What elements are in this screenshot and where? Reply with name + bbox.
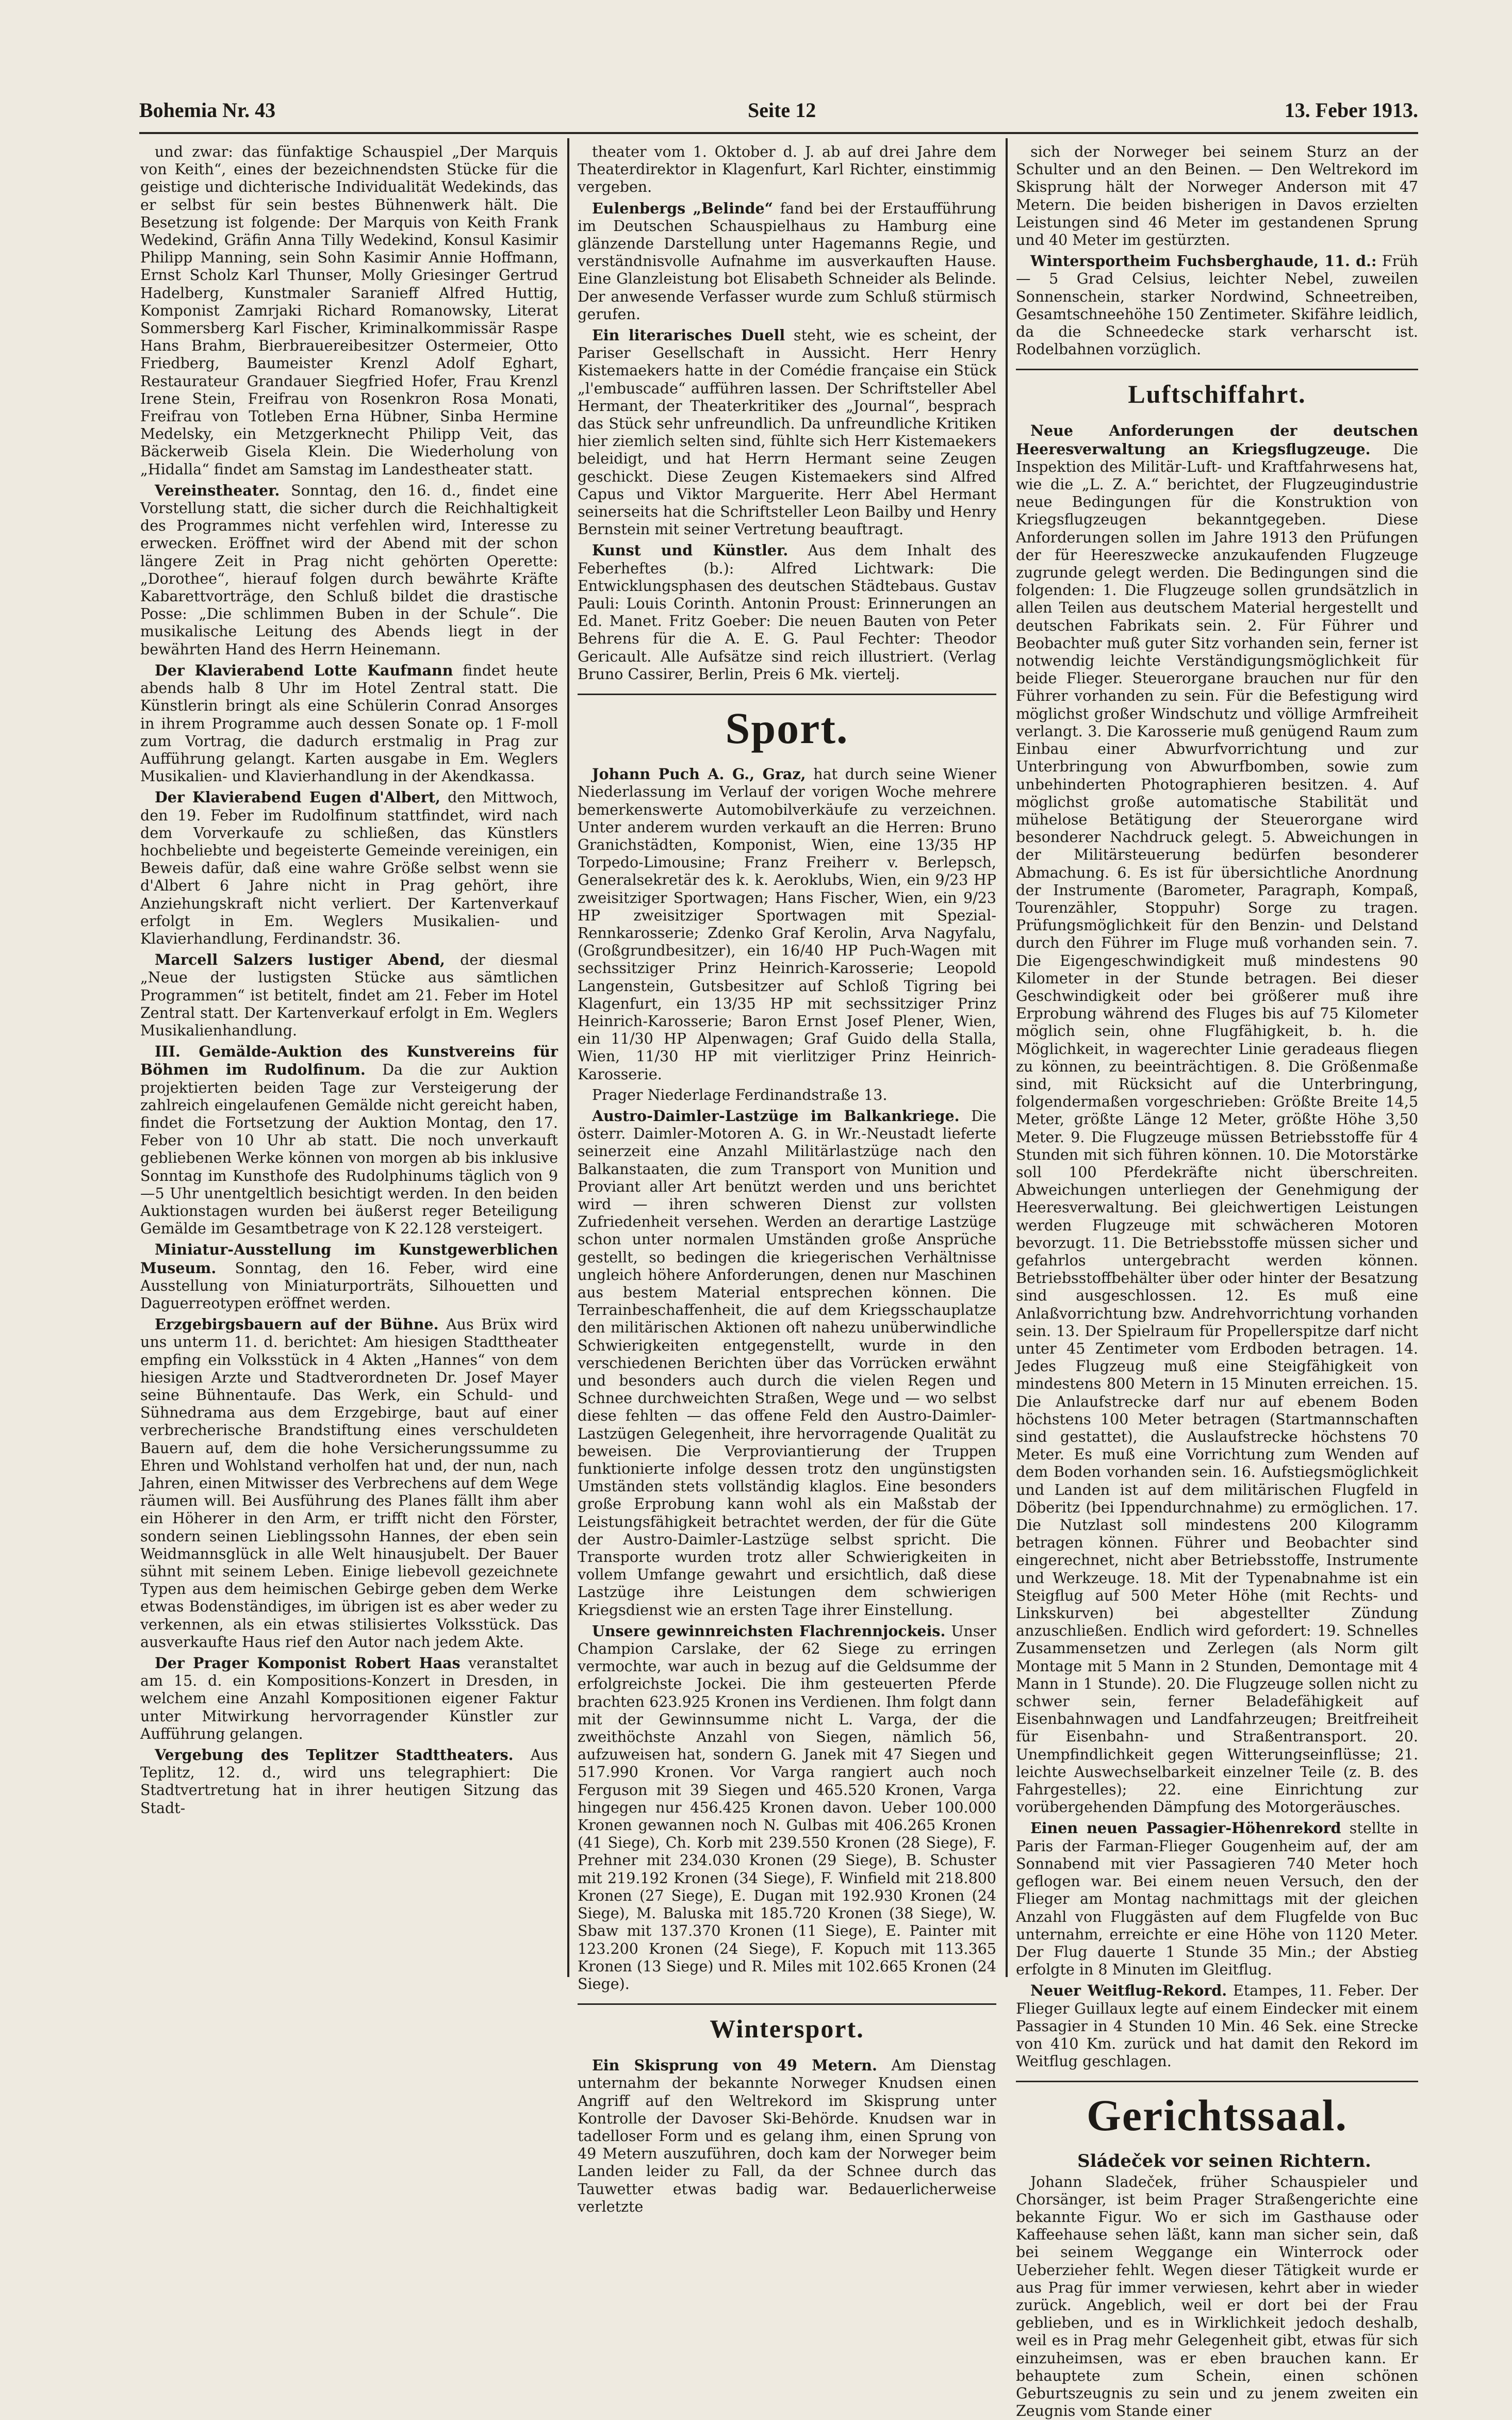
column-3-top [1016, 143, 1418, 358]
article-text: den Mittwoch, den 19. Feber im Rudolfinum stattfindet, wird nach dem Vorverkaufe zu schließen, das Künstlers hochbeliebte und begeisterte Gemeinde vereinigen, ein Beweis dafür, daß eine wahre Größe selbst wenn sie d'Albert 6 Jahre nicht in Prag gehört, ihre Anziehungskraft nicht verliert. Der Kartenverkauf erfolgt in Em. Weglers Musikalien- und Klavierhandlung, Ferdinandstr. 36. [140, 789, 558, 947]
article-text: Aus Teplitz, 12. d., wird uns telegraphiert: Die Stadtvertretung hat in ihrer heutigen Sitzung das Stadt- [140, 1747, 558, 1817]
article-text: veranstaltet am 15. d. ein Kompositions-Konzert in Dresden, in welchem eine Anzahl Kompositionen eigener Faktur unter Mitwirkung hervorragender Künstler zur Aufführung gelangen. [140, 1655, 558, 1742]
article-text: sich der Norweger bei seinem Sturz an der Schulter und an den Beinen. — Den Weltrekord im Skisprung hält der Norweger Anderson mit 47 Metern. Die beiden bisherigen in Davos erzielten Leistungen sind 46 Meter im gestandenen Sprung und 40 Meter im gestürzten. [1016, 143, 1418, 249]
article-paragraph [578, 1622, 996, 1993]
article-lead: Vergebung des Teplitzer Stadttheaters. [155, 1746, 514, 1764]
article-lead: Der Klavierabend Eugen d'Albert, [155, 788, 440, 806]
article-text: theater vom 1. Oktober d. J. ab auf drei Jahre dem Theaterdirektor in Klagenfurt, Karl Richter, einstimmig vergeben. [578, 143, 996, 196]
article-text: Früh — 5 Grad Celsius, leichter Nebel, zuweilen Sonnenschein, starker Nordwind, Schneetreiben, Gesamtschneehöhe 150 Zentimeter. Skifähre leidlich, da die Schneedecke stark verharscht ist. Rodelbahnen vorzüglich. [1016, 253, 1419, 358]
luftschiffahrt-articles [1016, 422, 1418, 2070]
article-paragraph [578, 541, 996, 683]
column-2-top [578, 143, 996, 683]
article-text: Die österr. Daimler-Motoren A. G. in Wr.-Neustadt lieferte seinerzeit eine Anzahl Militärlastzüge nach den Balkanstaaten, die zum Transport von Munition und Proviant aller Art benützt werden und uns berichtet wird — ihren schweren Dienst zur vollsten Zufriedenheit versehen. Werden an derartige Lastzüge schon unter normalen Umständen große Ansprüche gestellt, so bedingen die kriegerischen Verhältnisse ungleich höhere Anforderungen, denen nur Maschinen aus bestem Material entsprechen können. Die Terrainbeschaffenheit, die auf dem Kriegsschauplatze den militärischen Aktionen oft nahezu unüberwindliche Schwierigkeiten entgegenstellt, wurde in den verschiedenen Berichten über das Vorrücken erwähnt und besonders auch durch die vielen Regen und Schnee durchweichten Straßen, Wege und — wo selbst diese fehlten — das offene Feld den Austro-Daimler-Lastzügen Gelegenheit, ihre hervorragende Qualität zu beweisen. Die Verproviantierung der Truppen funktionierte infolge dessen trotz den ungünstigsten Umständen stets vollständig klaglos. Eine besonders große Erprobung kann wohl als ein Maßstab der Leistungsfähigkeit betrachtet werden, der für die Güte der Austro-Daimler-Lastzüge selbst spricht. Die Transporte wurden trotz aller Schwierigkeiten in vollem Umfange gewahrt und ersichtlich, daß diese Lastzüge ihre Leistungen dem schwierigen Kriegsdienst wie an ersten Tage ihrer Einstellung. [578, 1107, 996, 1619]
article-paragraph [578, 143, 996, 196]
article-paragraph [578, 1107, 996, 1619]
section-title-gerichtssaal: Gerichtssaal. [1016, 2081, 1418, 2140]
article-lead: Der Prager Komponist Robert Haas [155, 1654, 461, 1672]
article-paragraph [1016, 422, 1418, 1816]
article-paragraph [140, 1315, 558, 1651]
article-text: Die Inspektion des Militär-Luft- und Kraftfahrwesens hat, wie die „L. Z. A.“ berichtet, der Flugzeugindustrie neue Bedingungen für die Konstruktion von Kriegsflugzeugen bekanntgegeben. Diese Anforderungen sollen im Jahre 1913 den Prüfungen der für Heereszwecke anzukaufenden Flugzeuge zugrunde gelegt werden. Die Bedingungen sind die folgenden: 1. Die Flugzeuge sollen grundsätzlich in allen Teilen aus deutschem Material hergestellt und deutschen Fabrikats sein. 2. Für Führer und Beobachter muß guter Sitz vorhanden sein, ferner ist notwendig leichte Verständigungsmöglichkeit für beide Flieger. Steuerorgane brauchen nur für den Führer vorhanden zu sein. Für die Befestigung wird möglichst großer Windschutz und völlige Armfreiheit verlangt. 3. Die Karosserie muß genügend Raum zum Einbau einer Abwurfvorrichtung und zur Unterbringung von Abwurfbomben, sowie zum unbehinderten Photographieren besitzen. 4. Auf möglichst große automatische Stabilität und mühelose Betätigung der Steuerorgane wird besonderer Nachdruck gelegt. 5. Abweichungen in der Militärsteuerung bedürfen besonderer Abmachung. 6. Es ist für übersichtliche Anordnung der Instrumente (Barometer, Paragraph, Kompaß, Tourenzähler, Stoppuhr) Sorge zu tragen. Prüfungsmöglichkeit für den Benzin- und Delstand durch den Führer im Fluge muß vorhanden sein. 7. Die Eigengeschwindigkeit muß mindestens 90 Kilometer in der Stunde betragen. Bei dieser Geschwindigkeit oder bei größerer muß ihre Erprobung während des Fluges bis auf 75 Kilometer möglich sein, ohne Flugfähigkeit, b. h. die Möglichkeit, in wagerechter Linie geradeaus fliegen zu können, zu beeinträchtigen. 8. Die Größenmaße sind, mit Rücksicht auf die Unterbringung, folgendermaßen vorgeschrieben: Größte Breite 14,5 Meter, größte Länge 12 Meter, größte Höhe 3,50 Meter. 9. Die Flugzeuge müssen Betriebsstoffe für 4 Stunden mit sich führen können. 10. Die Motorstärke soll 100 Pferdekräfte nicht überschreiten. Abweichungen unterliegen der Genehmigung der Heeresverwaltung. Bei gleichwertigen Leistungen werden Flugzeuge mit schwächeren Motoren bevorzugt. 11. Die Betriebsstoffe müssen sicher und gefahrlos untergebracht werden können. Betriebsstoffbehälter über oder hinter der Besatzung sind ausgeschlossen. 12. Es muß eine Anlaßvorrichtung bzw. Andrehvorrichtung vorhanden sein. 13. Der Spielraum für Propellerspitze darf nicht unter 45 Zentimeter vom Erdboden betragen. 14. Jedes Flugzeug muß eine Steigfähigkeit von mindestens 800 Metern in 15 Minuten erreichen. 15. Die Anlaufstrecke darf nur auf ebenem Boden höchstens 100 Meter betragen (Startmannschaften sind gestattet), die Auslaufstrecke höchstens 70 Meter. Es muß eine Vorrichtung zum Wenden auf dem Boden vorhanden sein. 16. Aufstiegsmöglichkeit und Landen ist auf dem militärischen Flugfeld in Döberitz (bei Ippendurchnahme) zu ermöglichen. 17. Die Nutzlast soll mindestens 200 Kilogramm betragen können. Führer und Beobachter sind eingerechnet, nicht aber Betriebsstoffe, Instrumente und Werkzeuge. 18. Mit der Typenabnahme ist ein Steigflug auf 500 Meter Höhe (mit Rechts- und Linkskurven) bei abgestellter Zündung anzuschließen. Endlich wird gefordert: 19. Schnelles Zusammensetzen und Zerlegen (als Norm gilt Montage mit 5 Mann in 2 Stunden, Demontage mit 4 Mann in 1 Stunde). 20. Die Flugzeuge sollen nicht zu schwer sein, ferner Beladefähigkeit auf Eisenbahnwagen und Landfahrzeugen; Breitfreiheit für Eisenbahn- und Straßentransport. 20. Unempfindlichkeit gegen Witterungseinflüsse; 21. leichte Auswechselbarkeit einzelner Teile (z. B. des Fahrgestelles); 22. eine Einrichtung zur vorübergehenden Dämpfung des Motorgeräusches. [1016, 440, 1418, 1816]
article-text: findet heute abends halb 8 Uhr im Hotel Zentral statt. Die Künstlerin bringt als eine Schülerin Conrad Ansorges in ihrem Programme auch dessen Sonate op. 1 F-moll zum Vortrag, die dadurch erstmalig in Prag zur Aufführung gelangt. Karten ausgabe in Em. Weglers Musikalien- und Klavierhandlung in der Akendkassa. [140, 662, 558, 785]
article-text: Am Dienstag unternahm der bekannte Norweger Knudsen einen Angriff auf den Weltrekord im Skisprung unter Kontrolle der Davoser Ski-Behörde. Knudsen war in tadelloser Form und es gelang ihm, einen Sprung von 49 Metern auszuführen, doch kam der Norweger beim Landen leider zu Fall, da der Schnee durch das Tauwetter etwas badig war. Bedauerlicherweise verletzte [578, 2057, 997, 2215]
column-1 [140, 143, 558, 1979]
header-center: Seite 12 [748, 98, 816, 122]
header-rule [139, 132, 1418, 134]
section-title-luftschiffahrt: Luftschiffahrt. [1016, 369, 1418, 409]
article-lead: Neuer Weitflug-Rekord. [1030, 1982, 1227, 2000]
column-2 [578, 143, 997, 2215]
article-lead: Erzgebirgsbauern auf der Bühne. [155, 1315, 439, 1334]
article-text: hat durch seine Wiener Niederlassung im Verlauf der vorigen Woche mehrere bemerkenswerte Automobilverkäufe zu verzeichnen. Unter anderem wurden verkauft an die Herren: Bruno Granichstädten, Komponist, Wien, eine 13/35 HP Torpedo-Limousine; Franz Freiherr v. Berlepsch, Generalsekretär des k. k. Aeroklubs, Wien, ein 9/23 HP zweisitziger Sportwagen; Hans Fischer, Wien, ein 9/23 HP zweisitziger Sportwagen mit Spezial-Rennkarosserie; Zdenko Graf Kerolin, Arva Nagyfalu, (Großgrundbesitzer), ein 16/40 HP Puch-Wagen mit sechssitziger Prinz Heinrich-Karosserie; Leopold Langenstein, Gutsbesitzer auf Schloß Tigring bei Klagenfurt, ein 13/35 HP mit sechssitziger Prinz Heinrich-Karosserie; Baron Ernst Josef Plener, Wien, ein 11/30 HP Alpenwagen; Graf Guido della Stalla, Wien, 11/30 HP mit vierlitziger Prinz Heinrich-Karosserie. [578, 766, 997, 1083]
article-paragraph [1016, 252, 1418, 358]
article-lead: Miniatur-Ausstellung im Kunstgewerblichen Museum. [140, 1241, 558, 1277]
article-paragraph [578, 2056, 996, 2216]
article-lead: Austro-Daimler-Lastzüge im Balkankriege. [592, 1107, 960, 1125]
article-text: Sonntag, den 16. Feber, wird eine Ausstellung von Miniaturporträts, Silhouetten und Daguerreotypen eröffnet werden. [140, 1259, 558, 1312]
article-lead: Marcell Salzers lustiger Abend, [155, 951, 445, 969]
gerichtssaal-subtitle: Sládeček vor seinen Richtern. [1077, 2151, 1371, 2172]
article-lead: Johann Puch A. G., Graz, [592, 765, 806, 783]
article-paragraph [140, 1241, 558, 1312]
sport-articles [578, 765, 996, 1993]
article-lead: Vereinstheater. [155, 481, 280, 499]
article-text: Aus dem Inhalt des Feberheftes (b.): Alfred Lichtwark: Die Entwicklungsphasen des deutschen Städtebaus. Gustav Pauli: Louis Corinth. Antonin Proust: Erinnerungen an Ed. Manet. Fritz Goeber: Die neuen Bauten von Peter Behrens für die A. E. G. Paul Fechter: Theodor Gericault. Alle Aufsätze sind reich illustriert. (Verlag Bruno Cassirer, Berlin, Preis 6 Mk. viertelj. [578, 542, 997, 683]
article-paragraph [140, 1043, 558, 1238]
article-paragraph [578, 326, 996, 538]
article-paragraph [578, 765, 996, 1083]
article-paragraph [140, 788, 558, 948]
article-text: Johann Sladeček, früher Schauspieler und Chorsänger, ist beim Prager Straßengerichte eine bekannte Figur. Wo er sich im Gasthause oder Kaffeehause sehen läßt, kann man sicher sein, daß bei seinem Weggange ein Winterrock oder Ueberzieher fehlt. Wegen dieser Tätigkeit wurde er aus Prag für immer verwiesen, kehrt aber in wieder zurück. Angeblich, weil er dort bei der Frau geblieben, und es in Wirklichkeit jedoch deshalb, weil es in Prag mehr Gelegenheit gibt, etwas für sich einzuheimsen, was er eben brauchen kann. Er behauptete zum Schein, einen schönen Geburtszeugnis zu sein und zu jenem zweiten ein Zeugnis vom Stande einer [1016, 2173, 1418, 2420]
column-rule-1 [567, 138, 569, 1977]
wintersport-articles [578, 2056, 996, 2216]
article-paragraph [1016, 2174, 1418, 2420]
article-paragraph [1016, 1819, 1418, 1979]
gerichtssaal-articles [1016, 2174, 1418, 2420]
article-text: steht, wie es scheint, der Pariser Gesellschaft in Aussicht. Herr Henry Kistemaekers hatte in der Comédie française ein Stück „l'embuscade“ aufführen lassen. Der Schriftsteller Abel Hermant, der Theaterkritiker des „Journal“, besprach das Stück sehr unfreundlich. Da unfreundliche Kritiken hier ziemlich selten sind, fühlte sich Herr Kistemaekers beleidigt, und hat Herrn Hermant seine Zeugen geschickt. Diese Zeugen Kistemaekers sind Alfred Capus und Viktor Marguerite. Herr Abel Hermant seinerseits hat die Schriftsteller Leon Bailby und Henry Bernstein mit seiner Vertretung beauftragt. [578, 327, 996, 538]
article-lead: Kunst und Künstler. [592, 541, 788, 559]
article-lead: Ein Skisprung von 49 Metern. [592, 2056, 877, 2075]
section-title-sport: Sport. [578, 694, 996, 753]
header-right: 13. Feber 1913. [1284, 98, 1418, 122]
section-title-wintersport: Wintersport. [578, 2003, 996, 2044]
article-text: fand bei der Erstaufführung im Deutschen Schauspielhaus zu Hamburg eine glänzende Darstellung unter Hagemanns Regie, und verständnisvolle Aufnahme im ausverkauften Hause. Eine Glanzleistung bot Elisabeth Schneider als Belinde. Der anwesende Verfasser wurde zum Schluß stürmisch gerufen. [578, 200, 997, 323]
article-paragraph [140, 1654, 558, 1743]
column-rule-2 [1006, 138, 1008, 1977]
article-paragraph [140, 662, 558, 785]
article-lead: Wintersportheim Fuchsberghaude, 11. d.: [1030, 252, 1377, 270]
page-header [139, 98, 1418, 129]
article-text: Etampes, 11. Feber. Der Flieger Guillaux legte auf einem Eindecker mit einem Passagier in 4 Stunden 10 Min. 46 Sek. eine Strecke von 410 Km. zurück und hat damit den Rekord im Weitflug geschlagen. [1016, 1982, 1419, 2070]
article-lead: Einen neuen Passagier-Höhenrekord [1030, 1819, 1341, 1837]
article-lead: Eulenbergs „Belinde“ [592, 199, 774, 217]
article-text: Aus Brüx wird uns unterm 11. d. berichtet: Am hiesigen Stadttheater empfing ein Volksstück in 4 Akten „Hannes“ von dem hiesigen Arzte und Stadtverordneten Dr. Josef Mayer seine Bühnentaufe. Das Werk, ein Schuld- und Sühnedrama aus dem Erzgebirge, baut auf einer verbrecherische Brandstiftung eines verschuldeten Bauern auf, dem die hohe Versicherungssumme zu Ehren und Wohlstand verholfen hat und, der nun, nach Jahren, einen Mitwisser des Verbrechens auf dem Wege räumen will. Bei Ausführung des Planes fällt ihm aber ein Höherer in den Arm, er trifft nicht den Förster, sondern seinen Lieblingssohn Hannes, der eben sein Weidmannsglück in alle Welt hinausjubelt. Der Bauer sühnt mit seinem Leben. Einige liebevoll gezeichnete Typen aus dem heimischen Gebirge geben dem Werke etwas Bodenständiges, im übrigen ist es aber weder zu verkennen, als ein etwas stilisiertes Volksstück. Das ausverkaufte Haus rief den Autor nach jedem Akte. [140, 1316, 558, 1651]
article-text: stellte in Paris der Farman-Flieger Gougenheim auf, der am Sonnabend mit vier Passagieren 740 Meter hoch geflogen war. Bei einem neuen Versuch, den der Flieger am Montag nachmittags mit der gleichen Anzahl von Fluggästen auf dem Flugfelde von Buc unternahm, erreichte er eine Höhe von 1120 Meter. Der Flug dauerte 1 Stunde 35 Min.; der Abstieg erfolgte in 8 Minuten im Gleitflug. [1016, 1820, 1418, 1979]
article-paragraph [1016, 1982, 1418, 2070]
article-paragraph [1016, 143, 1418, 249]
article-lead: Der Klavierabend Lotte Kaufmann [155, 661, 453, 679]
article-paragraph [140, 143, 558, 479]
article-text: Sonntag, den 16. d., findet eine Vorstellung statt, die sicher durch die Reichhaltigkeit des Programmes nicht verfehlen wird, Interesse zu erwecken. Eröffnet wird der Abend mit der schon längere Zeit in Prag nicht gehörten Operette: „Dorothee“, hierauf folgen durch bewährte Kräfte Kabarettvorträge, den Schluß bildet die drastische Posse: „Die schlimmen Buben in der Schule“. Die musikalische Leitung des Abends liegt in der bewährten Hand des Herrn Heinemann. [140, 482, 558, 658]
article-text: Da die zur Auktion projektierten beiden Tage zur Versteigerung der zahlreich eingelaufenen Gemälde nicht gereicht haben, findet die Fortsetzung der Auktion Montag, den 17. Feber von 10 Uhr ab statt. Die noch unverkauft gebliebenen Werke können von morgen ab bis inklusive Sonntag im Kunsthofe des Rudolphinums täglich von 9—5 Uhr unentgeltlich besichtigt werden. In den beiden Auktionstagen wurden bei äußerst reger Beteiligung Gemälde im Gesamtbetrage von K 22.128 versteigert. [140, 1061, 558, 1238]
article-lead: III. Gemälde-Auktion des Kunstvereins für Böhmen im Rudolfinum. [140, 1043, 558, 1079]
header-left: Bohemia Nr. 43 [139, 98, 276, 122]
article-text: der diesmal „Neue der lustigsten Stücke aus sämtlichen Programmen“ ist betitelt, findet am 21. Feber im Hotel Zentral statt. Der Kartenverkauf erfolgt in Em. Weglers Musikalienhandlung. [140, 951, 558, 1039]
article-text: und zwar: das fünfaktige Schauspiel „Der Marquis von Keith“, eines der bezeichnendsten Stücke für die geistige und dichterische Individualität Wedekinds, das er selbst für sein bestes Bühnenwerk hält. Die Besetzung ist folgende: Der Marquis von Keith Frank Wedekind, Gräfin Anna Tilly Wedekind, Konsul Kasimir Philipp Manning, sein Sohn Kasimir Annie Hoffmann, Ernst Scholz Karl Thunser, Molly Griesinger Gertrud Hadelberg, Kunstmaler Saranieff Alfred Huttig, Komponist Zamrjaki Richard Romanowsky, Literat Sommersberg Karl Fischer, Kriminalkommissär Raspe Hans Brahm, Bierbrauereibesitzer Ostermeier, Otto Friedberg, Baumeister Krenzl Adolf Eghart, Restaurateur Grandauer Siegfried Hofer, Frau Krenzl Irene Stein, Freifrau von Rosenkron Rosa Monati, Freifrau von Totleben Erna Hübner, Sinba Hermine Medelsky, ein Metzgerknecht Philipp Veit, das Bäckerweib Gisela Klein. Die Wiederholung von „Hidalla“ findet am Samstag im Landestheater statt. [140, 143, 558, 478]
article-lead: Ein literarisches Duell [592, 326, 785, 344]
article-text: Unser Champion Carslake, der 62 Siege zu erringen vermochte, war auch in bezug auf die Geldsumme der erfolgreichste Jockei. Die ihm gesteuerten Pferde brachten 623.925 Kronen ins Verdienen. Ihm folgt dann mit der Gewinnsumme nicht L. Varga, der die zweithöchste Anzahl von Siegen, nämlich 56, aufzuweisen hat, sondern G. Janek mit 47 Siegen und 517.990 Kronen. Vor Varga rangiert auch noch Ferguson mit 39 Siegen und 465.520 Kronen, Varga hingegen nur 456.425 Kronen davon. Ueber 100.000 Kronen gewannen noch N. Gulbas mit 406.265 Kronen (41 Siege), Ch. Korb mit 239.550 Kronen (28 Siege), F. Prehner mit 234.030 Kronen (29 Siege), B. Schuster mit 219.192 Kronen (34 Siege), F. Winfield mit 218.800 Kronen (27 Siege), E. Dugan mit 192.930 Kronen (24 Siege), M. Baluska mit 185.720 Kronen (38 Siege), W. Sbaw mit 137.370 Kronen (11 Siege), E. Painter mit 123.200 Kronen (24 Siege), F. Kopuch mit 113.365 Kronen (13 Siege) und R. Miles mit 102.665 Kronen (24 Siege). [578, 1622, 996, 1993]
article-text: Prager Niederlage Ferdinandstraße 13. [592, 1086, 888, 1104]
article-paragraph [140, 482, 558, 658]
article-lead: Unsere gewinnreichsten Flachrennjockeis. [592, 1622, 946, 1640]
article-lead: Neue Anforderungen der deutschen Heeresverwaltung an Kriegsflugzeuge. [1016, 422, 1418, 458]
column-3 [1016, 143, 1419, 2420]
article-paragraph [140, 1746, 558, 1817]
article-paragraph [140, 951, 558, 1040]
article-paragraph [578, 200, 996, 323]
article-paragraph [578, 1086, 996, 1104]
